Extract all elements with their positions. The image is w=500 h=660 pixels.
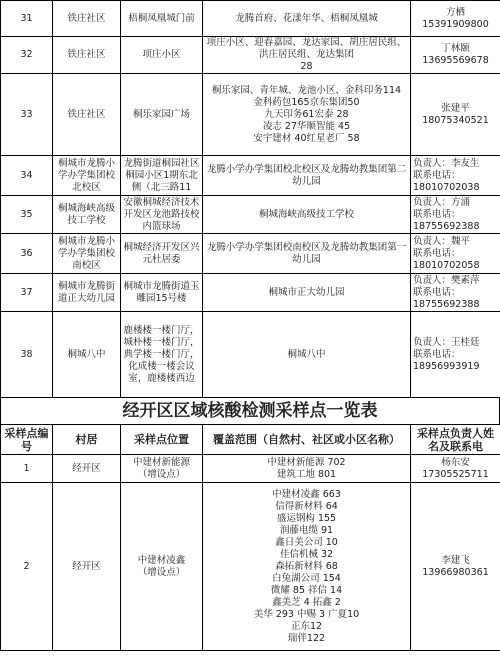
village-cell: 铁庄社区 xyxy=(53,74,121,156)
village-cell: 桐城八中 xyxy=(53,312,121,398)
section-title: 经开区区域核酸检测采样点一览表 xyxy=(0,398,500,424)
coverage-cell: 桐城八中 xyxy=(203,312,411,398)
contact-cell: 负责人：樊素萍 联系电话： 18755692388 xyxy=(411,274,500,312)
table-row xyxy=(1,274,500,312)
coverage-cell: 项庄小区、迎春嘉园、龙达家园、胡庄居民组、洪庄居民组、龙达集团 28 xyxy=(203,37,411,74)
table-row xyxy=(1,1,500,37)
row-number: 32 xyxy=(1,37,53,74)
coverage-cell: 龙腾小学办学集团校南校区及龙腾幼教集团第一幼儿园 xyxy=(203,234,411,274)
contact-cell: 张建平 18075340521 xyxy=(411,74,500,156)
coverage-cell: 桐城市正大幼儿园 xyxy=(203,274,411,312)
contact-cell: 杨东安 17305525711 xyxy=(411,455,500,483)
table-row xyxy=(1,483,500,651)
row-number: 34 xyxy=(1,156,53,196)
header-site: 采样点位置 xyxy=(121,425,203,455)
site-cell: 桐城经济开发区兴元杜居委 xyxy=(121,234,203,274)
site-cell: 中建材新能源 （增设点） xyxy=(121,455,203,483)
contact-cell: 负责人：王桂廷 联系电话： 18956993919 xyxy=(411,312,500,398)
site-cell: 项庄小区 xyxy=(121,37,203,74)
contact-cell: 负责人：李友生 联系电话： 18010702038 xyxy=(411,156,500,196)
row-number: 37 xyxy=(1,274,53,312)
header-village: 村居 xyxy=(53,425,121,455)
village-cell: 经开区 xyxy=(53,483,121,651)
coverage-cell: 龙腾小学办学集团校北校区及龙腾幼教集团第二幼儿园 xyxy=(203,156,411,196)
sampling-table-body xyxy=(1,455,500,651)
table-row xyxy=(1,455,500,483)
site-cell: 桐乐家园广场 xyxy=(121,74,203,156)
coverage-cell: 龙腾首府、花漾年华、梧桐凤凰城 xyxy=(203,1,411,37)
site-cell: 桐城市龙腾街道玉雕园15号楼 xyxy=(121,274,203,312)
contact-cell: 丁林颐 13695569678 xyxy=(411,37,500,74)
contact-cell: 负责人：方涌 联系电话： 18755692388 xyxy=(411,196,500,234)
contact-cell: 方栖 15391909800 xyxy=(411,1,500,37)
village-cell: 桐城市龙腾街道正大幼儿园 xyxy=(53,274,121,312)
site-cell: 安徽桐城经济技术开发区龙池路技校内篮球场 xyxy=(121,196,203,234)
row-number: 35 xyxy=(1,196,53,234)
village-cell: 桐城市龙腾小学办学集团校北校区 xyxy=(53,156,121,196)
header-coverage: 覆盖范围（自然村、社区或小区名称） xyxy=(203,425,411,455)
header-no: 采样点编号 xyxy=(1,425,53,455)
coverage-cell: 桐城海峡高级技工学校 xyxy=(203,196,411,234)
site-cell: 鹿楼楼一楼门厅，城朴楼一楼门厅，典学楼一楼门厅，化成楼一楼会议室，鹿楼楼西边 xyxy=(121,312,203,398)
row-number: 2 xyxy=(1,483,53,651)
site-cell: 中建材凌鑫 （增设点） xyxy=(121,483,203,651)
table-row xyxy=(1,234,500,274)
sampling-table xyxy=(0,424,500,651)
header-contact: 采样点负责人姓名及联系电 xyxy=(411,425,500,455)
table-row xyxy=(1,312,500,398)
row-number: 31 xyxy=(1,1,53,37)
table-row xyxy=(1,74,500,156)
coverage-cell: 桐乐家园、青年城、龙池小区、金科印务114 金科药包165京东集团50 九天印务61宏泰 28 凌志 27华顺智能 45 安宇建材 40红星老厂 58 xyxy=(203,74,411,156)
row-number: 36 xyxy=(1,234,53,274)
village-cell: 桐城市龙腾小学办学集团校南校区 xyxy=(53,234,121,274)
site-cell: 梧桐凤凰城门前 xyxy=(121,1,203,37)
village-cell: 经开区 xyxy=(53,455,121,483)
contact-cell: 李建飞 13966980361 xyxy=(411,483,500,651)
village-cell: 铁庄社区 xyxy=(53,1,121,37)
header-row xyxy=(1,425,500,455)
table-row xyxy=(1,196,500,234)
top-table-body xyxy=(1,1,500,398)
contact-cell: 负责人：魏平 联系电话： 18010702058 xyxy=(411,234,500,274)
table-row xyxy=(1,156,500,196)
row-number: 38 xyxy=(1,312,53,398)
coverage-cell: 中建材新能源 702 建筑工地 801 xyxy=(203,455,411,483)
row-number: 33 xyxy=(1,74,53,156)
village-cell: 桐城海峡高级技工学校 xyxy=(53,196,121,234)
site-cell: 龙腾街道桐园社区桐园小区1期东北侧（北三路11 xyxy=(121,156,203,196)
table-row xyxy=(1,37,500,74)
row-number: 1 xyxy=(1,455,53,483)
coverage-cell: 中建材凌鑫 663 信得新材料 64 盛运钢构 155 润藤电缆 91 鑫日美公司 10 佳信机械 32 森拓新材料 68 白兔湖公司 154 微耀 85 祥信 14 鑫美芝 4 拓鑫 2 美华 293 中赐 3 广夏10 正东12 瑞伴122 xyxy=(203,483,411,651)
village-cell: 铁庄社区 xyxy=(53,37,121,74)
